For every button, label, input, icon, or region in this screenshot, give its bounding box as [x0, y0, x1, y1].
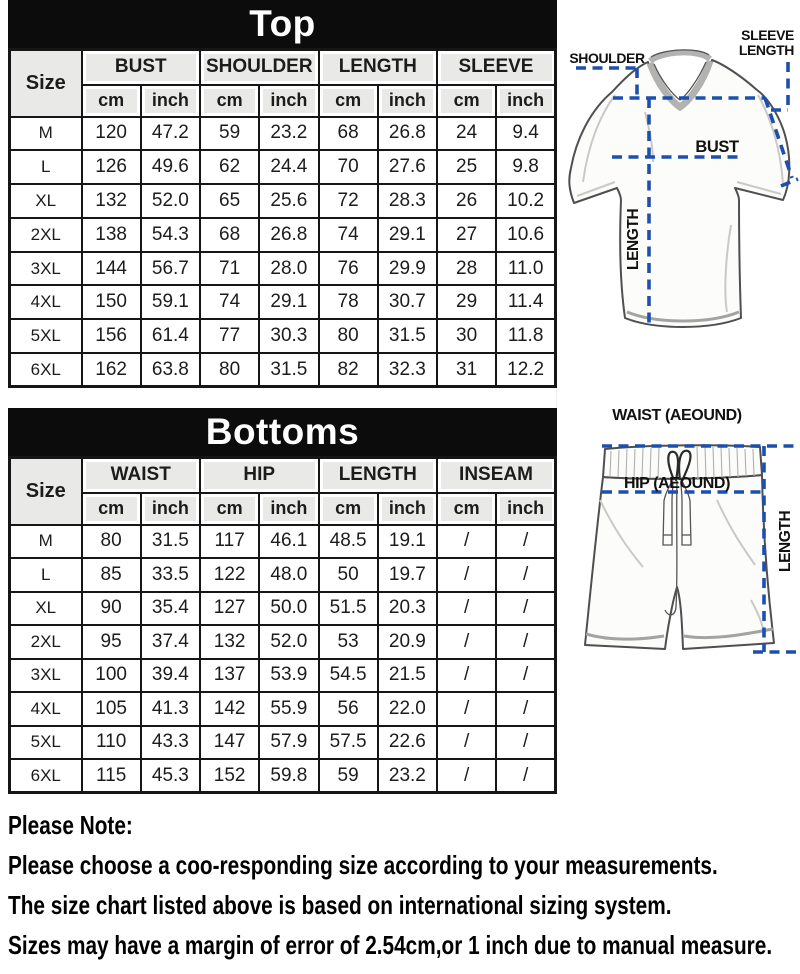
measurement-cell: 24	[437, 117, 496, 151]
measurement-cell: 29.9	[378, 252, 437, 286]
measurement-cell: 47.2	[141, 117, 200, 151]
measurement-cell: 19.7	[378, 558, 437, 592]
table-row	[10, 759, 556, 793]
measurement-cell: 150	[82, 285, 141, 319]
size-column-header: Size	[10, 458, 82, 525]
size-label: M	[10, 525, 82, 559]
unit-header-inch: inch	[259, 493, 318, 525]
measurement-cell: /	[437, 592, 496, 626]
note-line: Please choose a coo-responding size according to your measurements.	[8, 850, 718, 880]
measurement-cell: 19.1	[378, 525, 437, 559]
measurement-cell: 20.3	[378, 592, 437, 626]
measurement-cell: 35.4	[141, 592, 200, 626]
table-row	[10, 525, 556, 559]
measurement-cell: 52.0	[259, 625, 318, 659]
size-label: M	[10, 117, 82, 151]
measurement-cell: 20.9	[378, 625, 437, 659]
note-line: The size chart listed above is based on international sizing system.	[8, 890, 672, 920]
measurement-cell: 120	[82, 117, 141, 151]
measurement-cell: 24.4	[259, 150, 318, 184]
measurement-cell: 46.1	[259, 525, 318, 559]
measurement-cell: 56	[319, 692, 378, 726]
measurement-cell: 29.1	[378, 218, 437, 252]
measurement-cell: 61.4	[141, 319, 200, 353]
bottoms-size-chart	[8, 408, 557, 794]
measurement-cell: 78	[319, 285, 378, 319]
measurement-cell: 110	[82, 726, 141, 760]
measurement-cell: 50.0	[259, 592, 318, 626]
measurement-cell: 43.3	[141, 726, 200, 760]
measurement-cell: /	[437, 558, 496, 592]
measurement-cell: 77	[200, 319, 259, 353]
measurement-cell: 68	[319, 117, 378, 151]
measurement-cell: 29.1	[259, 285, 318, 319]
measurement-cell: 41.3	[141, 692, 200, 726]
shorts-diagram	[555, 395, 800, 665]
measurement-cell: 80	[319, 319, 378, 353]
measurement-cell: 162	[82, 353, 141, 387]
measurement-cell: 54.5	[319, 659, 378, 693]
measurement-cell: 26	[437, 184, 496, 218]
measurement-cell: 21.5	[378, 659, 437, 693]
unit-header-cm: cm	[437, 85, 496, 117]
measurement-cell: 59.8	[259, 759, 318, 793]
measurement-cell: 29	[437, 285, 496, 319]
top-size-chart	[8, 0, 557, 388]
measurement-cell: 50	[319, 558, 378, 592]
size-label: 4XL	[10, 285, 82, 319]
measurement-cell: /	[496, 726, 555, 760]
measurement-cell: 22.6	[378, 726, 437, 760]
table-row	[10, 150, 556, 184]
measurement-cell: 80	[200, 353, 259, 387]
measurement-cell: 54.3	[141, 218, 200, 252]
measurement-cell: 25	[437, 150, 496, 184]
measure-header-row	[10, 50, 556, 85]
measurement-cell: 152	[200, 759, 259, 793]
size-label: 3XL	[10, 659, 82, 693]
shorts-outline	[585, 475, 774, 649]
tshirt-diagram	[555, 0, 800, 340]
unit-header-row	[10, 493, 556, 525]
unit-header-cm: cm	[319, 85, 378, 117]
measurement-cell: 132	[200, 625, 259, 659]
measurement-cell: /	[496, 558, 555, 592]
measurement-cell: 28.0	[259, 252, 318, 286]
measurement-cell: 57.5	[319, 726, 378, 760]
size-label: 3XL	[10, 252, 82, 286]
measurement-cell: 74	[319, 218, 378, 252]
measurement-cell: 117	[200, 525, 259, 559]
measurement-cell: 39.4	[141, 659, 200, 693]
sleeve-length-label-line2: LENGTH	[738, 42, 794, 58]
size-column-header: Size	[10, 50, 82, 117]
size-label: 2XL	[10, 625, 82, 659]
measurement-cell: 11.4	[496, 285, 555, 319]
measurement-cell: 137	[200, 659, 259, 693]
measurement-cell: 10.6	[496, 218, 555, 252]
measurement-cell: /	[437, 625, 496, 659]
bottoms-table-title: Bottoms	[8, 408, 557, 456]
measurement-cell: 27	[437, 218, 496, 252]
measurement-cell: 59.1	[141, 285, 200, 319]
notes-section	[8, 810, 798, 970]
size-label: XL	[10, 592, 82, 626]
measurement-cell: 30.3	[259, 319, 318, 353]
unit-header-inch: inch	[141, 85, 200, 117]
measurement-cell: 31	[437, 353, 496, 387]
measurement-cell: 132	[82, 184, 141, 218]
size-label: 5XL	[10, 726, 82, 760]
unit-header-cm: cm	[437, 493, 496, 525]
unit-header-row	[10, 85, 556, 117]
measurement-cell: 82	[319, 353, 378, 387]
measurement-cell: /	[496, 759, 555, 793]
measurement-cell: 33.5	[141, 558, 200, 592]
measurement-cell: 28	[437, 252, 496, 286]
table-row	[10, 558, 556, 592]
notes-heading: Please Note:	[8, 810, 133, 840]
measurement-cell: 45.3	[141, 759, 200, 793]
measurement-cell: 127	[200, 592, 259, 626]
measurement-cell: 144	[82, 252, 141, 286]
measurement-cell: 25.6	[259, 184, 318, 218]
unit-header-inch: inch	[496, 493, 555, 525]
table-row	[10, 353, 556, 387]
measurement-cell: /	[437, 659, 496, 693]
size-label: 6XL	[10, 759, 82, 793]
measurement-cell: 72	[319, 184, 378, 218]
table-row	[10, 218, 556, 252]
measurement-cell: 31.5	[259, 353, 318, 387]
measurement-cell: 48.5	[319, 525, 378, 559]
measurement-cell: /	[437, 525, 496, 559]
unit-header-inch: inch	[259, 85, 318, 117]
size-label: XL	[10, 184, 82, 218]
header-hip: HIP	[200, 458, 319, 493]
measurement-cell: 23.2	[378, 759, 437, 793]
measurement-cell: 48.0	[259, 558, 318, 592]
table-row	[10, 692, 556, 726]
measurement-cell: 56.7	[141, 252, 200, 286]
measurement-cell: 126	[82, 150, 141, 184]
measurement-cell: 31.5	[378, 319, 437, 353]
measurement-cell: 28.3	[378, 184, 437, 218]
table-row	[10, 184, 556, 218]
unit-header-cm: cm	[200, 493, 259, 525]
measurement-cell: 74	[200, 285, 259, 319]
size-label: 2XL	[10, 218, 82, 252]
measure-header-row	[10, 458, 556, 493]
table-row	[10, 726, 556, 760]
measurement-cell: 52.0	[141, 184, 200, 218]
measurement-cell: 49.6	[141, 150, 200, 184]
measurement-cell: 68	[200, 218, 259, 252]
size-label: L	[10, 558, 82, 592]
bust-label: BUST	[695, 138, 739, 156]
measurement-cell: 71	[200, 252, 259, 286]
header-length: LENGTH	[319, 50, 438, 85]
measurement-cell: 138	[82, 218, 141, 252]
measurement-cell: 9.4	[496, 117, 555, 151]
measurement-cell: 26.8	[378, 117, 437, 151]
unit-header-cm: cm	[200, 85, 259, 117]
measurement-cell: 65	[200, 184, 259, 218]
size-label: 6XL	[10, 353, 82, 387]
unit-header-inch: inch	[141, 493, 200, 525]
measurement-cell: 59	[200, 117, 259, 151]
shorts-length-label: LENGTH	[777, 510, 794, 572]
measurement-cell: 10.2	[496, 184, 555, 218]
measurement-cell: 37.4	[141, 625, 200, 659]
measurement-cell: 105	[82, 692, 141, 726]
measurement-cell: 85	[82, 558, 141, 592]
size-label: 5XL	[10, 319, 82, 353]
measurement-cell: 23.2	[259, 117, 318, 151]
measurement-cell: 30.7	[378, 285, 437, 319]
measurement-cell: 62	[200, 150, 259, 184]
shoulder-label: SHOULDER	[569, 50, 645, 66]
table-row	[10, 659, 556, 693]
header-length: LENGTH	[319, 458, 438, 493]
measurement-cell: 70	[319, 150, 378, 184]
note-line: Sizes may have a margin of error of 2.54cm,or 1 inch due to manual measure.	[8, 930, 773, 960]
header-inseam: INSEAM	[437, 458, 556, 493]
measurement-cell: 32.3	[378, 353, 437, 387]
unit-header-inch: inch	[378, 493, 437, 525]
table-row	[10, 117, 556, 151]
measurement-cell: /	[496, 692, 555, 726]
measurement-cell: 9.8	[496, 150, 555, 184]
measurement-cell: 122	[200, 558, 259, 592]
size-label: L	[10, 150, 82, 184]
table-row	[10, 319, 556, 353]
measurement-cell: /	[437, 759, 496, 793]
hip-label: HIP (AEOUND)	[623, 475, 731, 492]
measurement-cell: 59	[319, 759, 378, 793]
unit-header-cm: cm	[319, 493, 378, 525]
header-shoulder: SHOULDER	[200, 50, 319, 85]
measurement-cell: 51.5	[319, 592, 378, 626]
bottoms-size-table	[8, 456, 557, 794]
unit-header-cm: cm	[82, 85, 141, 117]
measurement-cell: 156	[82, 319, 141, 353]
measurement-cell: /	[496, 625, 555, 659]
measurement-cell: 80	[82, 525, 141, 559]
measurement-cell: 95	[82, 625, 141, 659]
table-row	[10, 252, 556, 286]
size-label: 4XL	[10, 692, 82, 726]
shirt-length-label: LENGTH	[625, 208, 642, 270]
measurement-cell: 53.9	[259, 659, 318, 693]
measurement-cell: 12.2	[496, 353, 555, 387]
measurement-cell: 63.8	[141, 353, 200, 387]
measurement-cell: 11.0	[496, 252, 555, 286]
measurement-cell: 100	[82, 659, 141, 693]
table-row	[10, 285, 556, 319]
measurement-cell: 53	[319, 625, 378, 659]
measurement-cell: /	[496, 525, 555, 559]
top-table-title: Top	[8, 0, 557, 48]
sleeve-length-label-line1: SLEEVE	[741, 27, 794, 43]
measurement-cell: 57.9	[259, 726, 318, 760]
unit-header-cm: cm	[82, 493, 141, 525]
measurement-cell: 115	[82, 759, 141, 793]
header-sleeve: SLEEVE	[437, 50, 556, 85]
measurement-cell: 26.8	[259, 218, 318, 252]
measurement-cell: 31.5	[141, 525, 200, 559]
measurement-cell: /	[496, 592, 555, 626]
measurement-cell: /	[496, 659, 555, 693]
top-size-table	[8, 48, 557, 388]
waist-label: WAIST (AEOUND)	[612, 407, 742, 424]
header-bust: BUST	[82, 50, 201, 85]
measurement-cell: /	[437, 726, 496, 760]
unit-header-inch: inch	[496, 85, 555, 117]
measurement-cell: 27.6	[378, 150, 437, 184]
measurement-cell: 22.0	[378, 692, 437, 726]
measurement-cell: /	[437, 692, 496, 726]
unit-header-inch: inch	[378, 85, 437, 117]
header-waist: WAIST	[82, 458, 201, 493]
measurement-cell: 11.8	[496, 319, 555, 353]
table-row	[10, 625, 556, 659]
measurement-cell: 55.9	[259, 692, 318, 726]
table-row	[10, 592, 556, 626]
measurement-cell: 147	[200, 726, 259, 760]
measurement-cell: 76	[319, 252, 378, 286]
measurement-cell: 90	[82, 592, 141, 626]
measurement-cell: 30	[437, 319, 496, 353]
measurement-cell: 142	[200, 692, 259, 726]
